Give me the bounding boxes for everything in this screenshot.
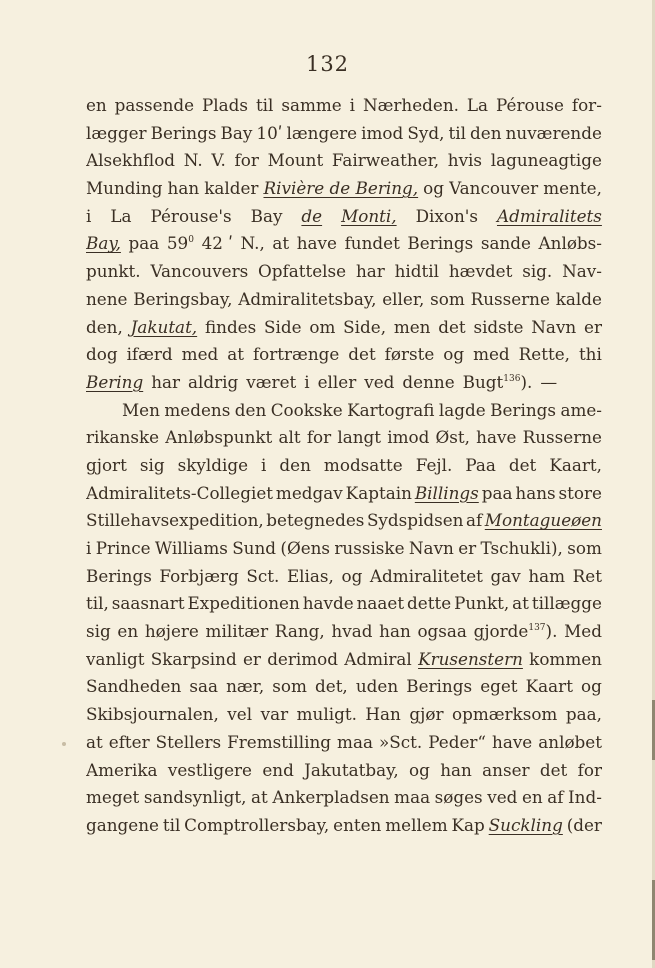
- italic-person-name: Suckling: [488, 814, 563, 835]
- italic-place-name: de: [301, 205, 323, 226]
- italic-place-name: Jakutat,: [130, 316, 198, 337]
- text-line-24: at efter Stellers Fremstilling maa »Sct. Peder“ have anløbet: [86, 731, 602, 752]
- text-line-9: den, Jakutat, findes Side om Side, men det sidste Navn er: [86, 314, 602, 342]
- text-line-14: gjort sig skyldige i den modsatte Fejl. Paa det Kaart,: [86, 454, 602, 475]
- text-line-15: Admiralitets-Collegiet medgav Kaptain Billings paa hans store: [86, 480, 602, 508]
- italic-place-name: Montagueøen: [484, 510, 602, 531]
- text-line-11: Bering har aldrig været i eller ved denne Bugt$^{136}$). —: [86, 369, 602, 397]
- italic-place-name: Bay,: [86, 233, 121, 254]
- text-line-6: Bay, paa $59^0$ 42 ʹ N., at have fundet Berings sande Anløbs-: [86, 230, 602, 258]
- text-line-26: meget sandsynligt, at Ankerpladsen maa søges ved en af Ind-: [86, 787, 602, 808]
- text-line-19: til, saasnart Expeditionen havde naaet dette Punkt, at tillægge: [86, 593, 602, 614]
- text-line-27: gangene til Comptrollersbay, enten mellem Kap Suckling (der: [86, 812, 602, 840]
- body-text: [86, 92, 602, 840]
- text-line-10: dog ifærd med at fortrænge det første og med Rette, thi: [86, 344, 602, 365]
- text-line-16: Stillehavsexpedition, betegnedes Sydspidsen af Montagueøen: [86, 507, 602, 535]
- text-line-23: Skibsjournalen, vel var muligt. Han gjør opmærksom paa,: [86, 704, 602, 725]
- text-line-22: Sandheden saa nær, som det, uden Berings eget Kaart og: [86, 676, 602, 697]
- footnote-ref: 136: [503, 373, 521, 384]
- text-line-13: rikanske Anløbspunkt alt for langt imod Øst, have Russerne: [86, 427, 602, 448]
- text-line-18: Berings Forbjærg Sct. Elias, og Admiralitetet gav ham Ret: [86, 565, 602, 586]
- italic-place-name: Admiralitets: [496, 205, 602, 226]
- text-line-12: Men medens den Cookske Kartografi lagde Berings ame-: [122, 399, 602, 420]
- italic-person-name: Krusenstern: [418, 648, 523, 669]
- paper-speck: [62, 742, 66, 746]
- text-line-8: nene Beringsbay, Admiralitetsbay, eller, som Russerne kalde: [86, 288, 602, 309]
- italic-place-name: Monti,: [341, 205, 397, 226]
- text-line-1: en passende Plads til samme i Nærheden. La Pérouse for-: [86, 95, 602, 115]
- page-number: 132: [305, 52, 350, 76]
- degree-mark: 0: [188, 235, 194, 246]
- text-line-5: i La Pérouse's Bay de Monti, Dixon's Admiralitets: [86, 203, 602, 231]
- italic-place-name: Bering: [86, 371, 144, 392]
- italic-person-name: Billings: [414, 482, 479, 503]
- italic-place-name: Rivière de Bering,: [263, 178, 419, 199]
- text-line-25: Amerika vestligere end Jakutatbay, og han anser det for: [86, 759, 602, 780]
- text-line-7: punkt. Vancouvers Opfattelse har hidtil hævdet sig. Nav-: [86, 261, 602, 282]
- text-line-3: Alsekhflod N. V. for Mount Fairweather, hvis laguneagtige: [86, 150, 602, 171]
- footnote-ref: 137: [528, 623, 546, 634]
- text-line-2: lægger Berings Bay 10ʹ længere imod Syd, til den nuværende: [86, 122, 602, 143]
- text-line-21: vanligt Skarpsind er derimod Admiral Krusenstern kommen: [86, 646, 602, 674]
- text-line-4: Munding han kalder Rivière de Bering, og Vancouver mente,: [86, 175, 602, 203]
- text-line-20: sig en højere militær Rang, hvad han ogsaa gjorde$^{137}$). Med: [86, 621, 602, 642]
- text-line-17: i Prince Williams Sund (Øens russiske Navn er Tschukli), som: [86, 538, 602, 558]
